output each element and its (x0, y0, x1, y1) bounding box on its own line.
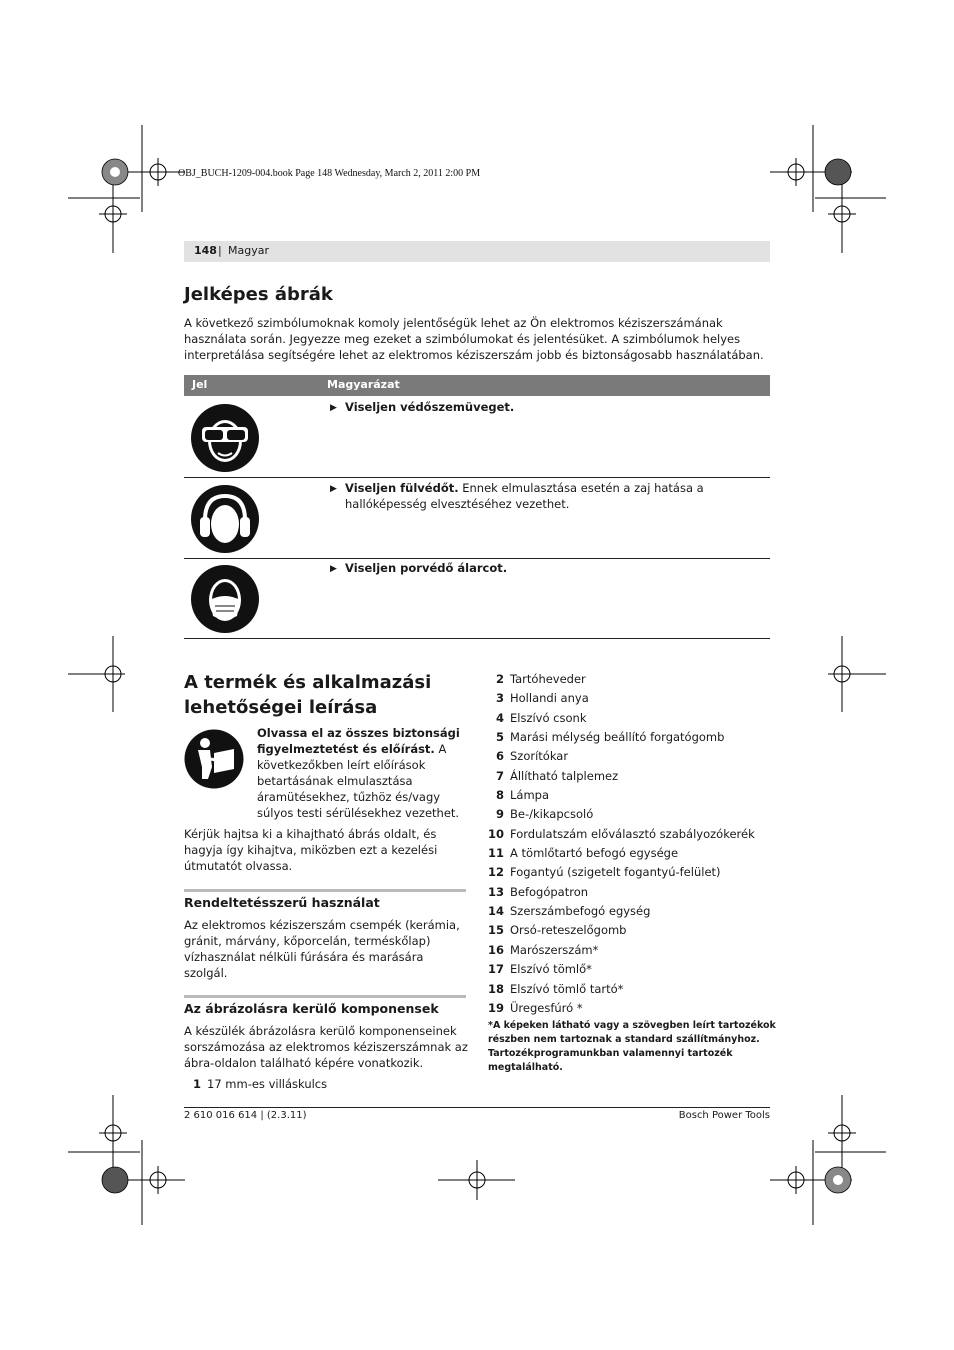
component-item (488, 864, 755, 883)
component-item (193, 1077, 327, 1091)
read-instructions-warning (257, 725, 467, 821)
component-label: Marási mélység beállító forgatógomb (510, 730, 725, 745)
bullet-arrow-icon: ▶ (330, 484, 337, 494)
goggles-instruction: Viseljen védőszemüveget. (345, 400, 515, 414)
read-instructions-bold: Olvassa el az összes biztonsági figyelmeztetést és előírást. (257, 726, 460, 756)
component-item (488, 806, 755, 825)
component-number: 2 (495, 672, 504, 686)
component-label: Hollandi anya (510, 691, 589, 706)
component-item (488, 961, 755, 980)
component-number: 12 (488, 865, 505, 880)
component-number: 19 (488, 1000, 505, 1015)
component-label: Üregesfúró * (510, 1000, 583, 1015)
symbols-intro: A következő szimbólumoknak komoly jelentőségük lehet az Ön elektromos kéziszerszámának használata során. Jegyezze meg ezeket a szimbólumokat és jelentésüket. A szimbólumok helyes interpretálása segítségére lehet az elektromos kéziszerszám jobb és biztonságosabb használatában. (184, 316, 764, 362)
component-item (488, 884, 755, 903)
footer-brand: Bosch Power Tools (678, 1110, 770, 1121)
dust-mask-icon (190, 564, 260, 634)
accessories-footnote: *A képeken látható vagy a szövegben leírt tartozékok részben nem tartoznak a standard szállítmányhoz. Tartozékprogramunkban valamennyi tartozék megtalálható. (488, 1020, 776, 1073)
component-label: Fordulatszám előválasztó szabályozókerék (510, 826, 755, 841)
component-number: 8 (495, 788, 504, 803)
footer-doc-number: 2 610 016 614 | (2.3.11) (184, 1110, 307, 1121)
intended-use-text: Az elektromos kéziszerszám csempék (kerámia, gránit, márvány, kőporcelán, terméskőlap) vízhasználat nélküli fúrására és marására szolgál. (184, 918, 460, 980)
bullet-arrow-icon: ▶ (330, 564, 337, 574)
section-title-product-description: A termék és alkalmazási lehetőségei leírása (184, 672, 432, 718)
component-item (488, 922, 755, 941)
component-label: Állítható talplemez (510, 768, 619, 783)
header-language: Magyar (228, 244, 269, 257)
component-label: Orsó-reteszelőgomb (510, 923, 627, 938)
section-title-symbols: Jelképes ábrák (184, 284, 333, 305)
subsection-title-components: Az ábrázolásra kerülő komponensek (184, 1001, 439, 1016)
component-item (488, 787, 755, 806)
component-number: 14 (488, 904, 505, 919)
component-item (488, 981, 755, 1000)
component-number: 5 (495, 730, 504, 745)
ear-protection-detail: Ennek elmulasztása esetén a zaj hatása a hallóképesség elvesztéséhez vezethet. (345, 481, 704, 511)
component-number: 10 (488, 826, 505, 841)
component-number: 18 (488, 981, 505, 996)
component-label: Elszívó tömlő* (510, 962, 592, 977)
header-separator: | (218, 244, 222, 257)
subsection-rule (184, 889, 466, 892)
symbol-row-ear-protection (345, 480, 755, 512)
component-item (488, 942, 755, 961)
component-number: 16 (488, 942, 505, 957)
component-item (488, 845, 755, 864)
component-item (488, 710, 755, 729)
component-number: 3 (495, 691, 504, 706)
component-item (488, 748, 755, 767)
component-item (488, 903, 755, 922)
component-label: Be-/kikapcsoló (510, 807, 594, 822)
component-number: 13 (488, 884, 505, 899)
unfold-page-text: Kérjük hajtsa ki a kihajtható ábrás oldalt, és hagyja így kihajtva, miközben ezt a kezelési útmutatót olvassa. (184, 827, 438, 873)
component-item (488, 729, 755, 748)
component-number: 7 (495, 768, 504, 783)
component-label: Szorítókar (510, 749, 569, 764)
dust-mask-instruction: Viseljen porvédő álarcot. (345, 561, 508, 575)
table-row-divider (184, 477, 770, 478)
page-number: 148 (194, 244, 217, 257)
page-header (184, 241, 770, 262)
component-list (488, 671, 755, 1019)
component-item (488, 690, 755, 709)
symbol-table-header (184, 375, 770, 396)
safety-goggles-icon (190, 403, 260, 473)
component-item (488, 1000, 755, 1019)
component-label: Tartóheveder (510, 672, 586, 686)
column-header-symbol: Jel (192, 378, 208, 391)
component-label: Elszívó csonk (510, 710, 587, 725)
component-number: 9 (495, 807, 504, 822)
component-label: Elszívó tömlő tartó* (510, 981, 624, 996)
ear-protection-instruction: Viseljen fülvédőt. (345, 481, 459, 495)
column-header-meaning: Magyarázat (327, 378, 400, 391)
read-instructions-text: A következőkben leírt előírások betartásának elmulasztása áramütésekhez, tűzhöz és/vagy súlyos testi sérülésekhez vezethet. (257, 742, 460, 820)
print-job-info: OBJ_BUCH-1209-004.book Page 148 Wednesday, March 2, 2011 2:00 PM (178, 168, 481, 179)
footer-rule (184, 1107, 770, 1108)
subsection-title-intended-use: Rendeltetésszerű használat (184, 895, 380, 910)
component-label: A tömlőtartó befogó egysége (510, 846, 679, 861)
component-label: Befogópatron (510, 884, 589, 899)
components-intro: A készülék ábrázolásra kerülő komponenseinek sorszámozása az elektromos kéziszerszámnak az ábra-oldalon található képére vonatkozik. (184, 1024, 468, 1070)
table-bottom-rule (184, 638, 770, 639)
table-row-divider (184, 558, 770, 559)
component-number: 15 (488, 923, 505, 938)
component-label: Marószerszám* (510, 942, 599, 957)
component-number: 1 (193, 1077, 202, 1091)
component-label: 17 mm-es villáskulcs (207, 1077, 328, 1091)
component-label: Szerszámbefogó egység (510, 904, 651, 919)
ear-protection-icon (190, 484, 260, 554)
bullet-arrow-icon: ▶ (330, 403, 337, 413)
component-label: Lámpa (510, 788, 550, 803)
symbol-row-dust-mask (345, 560, 755, 576)
component-item (488, 671, 755, 690)
read-manual-icon (184, 729, 244, 789)
component-number: 11 (488, 846, 505, 861)
component-item (488, 826, 755, 845)
component-item (488, 768, 755, 787)
component-number: 4 (495, 710, 504, 725)
component-number: 6 (495, 749, 504, 764)
symbol-row-goggles (345, 399, 755, 415)
component-number: 17 (488, 962, 505, 977)
subsection-rule (184, 995, 466, 998)
component-label: Fogantyú (szigetelt fogantyú-felület) (510, 865, 721, 880)
